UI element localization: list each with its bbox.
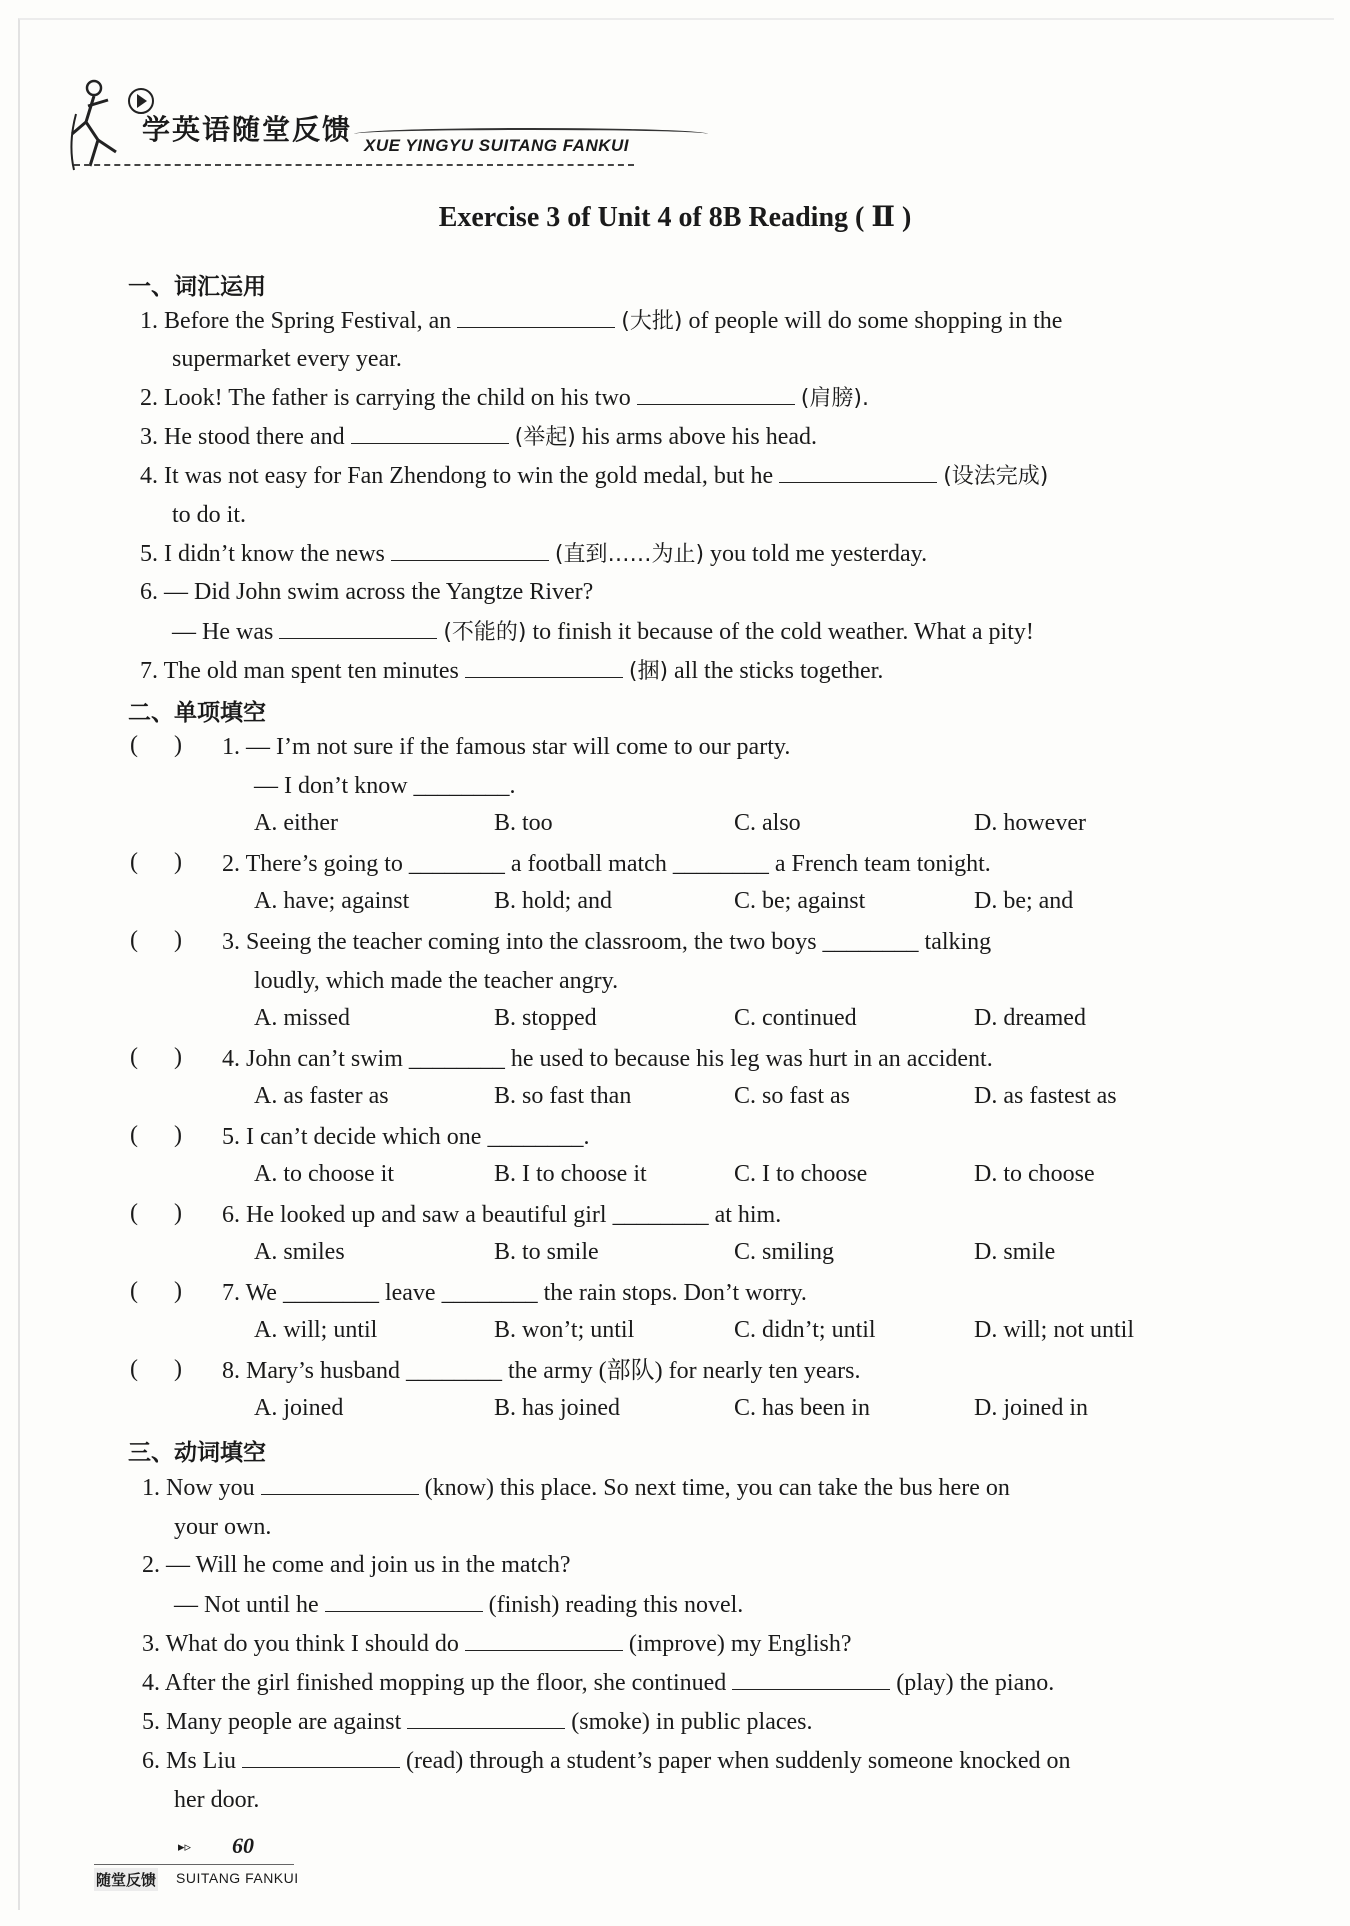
item-text-after: (smoke) in public places. — [571, 1709, 813, 1735]
item-number: 2. — [140, 385, 158, 411]
option-d[interactable]: D. to choose — [974, 1161, 1095, 1187]
mc-question-1 — [222, 732, 790, 762]
verb-item-6-continued: her door. — [174, 1787, 260, 1813]
answer-blank[interactable] — [325, 1589, 483, 1612]
mc-question-2 — [222, 849, 991, 879]
mc-question-5 — [222, 1122, 589, 1152]
mc-question-3-line-2: loudly, which made the teacher angry. — [254, 968, 619, 994]
item-number: 6. — [140, 579, 158, 605]
item-text-before: — He was — [172, 619, 274, 645]
header-logo — [64, 74, 664, 174]
option-b[interactable]: B. I to choose it — [494, 1161, 647, 1187]
answer-blank[interactable] — [261, 1472, 419, 1495]
option-b[interactable]: B. stopped — [494, 1005, 597, 1031]
brand-title-cn: 学英语随堂反馈 — [142, 113, 353, 146]
vocab-item-7 — [140, 655, 883, 687]
section-heading-verb-fill: 三、动词填空 — [128, 1440, 266, 1466]
option-c[interactable]: C. be; against — [734, 888, 866, 914]
vocab-item-2 — [140, 382, 869, 414]
answer-bracket[interactable]: ( ) — [130, 1200, 182, 1226]
answer-bracket[interactable]: ( ) — [130, 732, 182, 758]
verb-item-2-answer — [174, 1589, 743, 1620]
option-a[interactable]: A. joined — [254, 1395, 344, 1421]
option-b[interactable]: B. too — [494, 810, 553, 836]
answer-blank[interactable] — [732, 1667, 890, 1690]
runner-icon — [64, 74, 134, 174]
mc-question-3 — [222, 927, 991, 957]
answer-blank[interactable] — [465, 1628, 623, 1651]
chinese-hint: (举起) — [514, 425, 576, 450]
verb-item-5 — [142, 1706, 813, 1737]
answer-blank[interactable] — [391, 538, 549, 561]
answer-bracket[interactable]: ( ) — [130, 1044, 182, 1070]
question-text: I can’t decide which one ________. — [246, 1124, 590, 1150]
item-text-before: — Will he come and join us in the match? — [166, 1552, 571, 1578]
option-d[interactable]: D. will; not until — [974, 1317, 1135, 1343]
item-number: 6. — [142, 1748, 160, 1774]
item-text-before: After the girl finished mopping up the floor, she continued — [164, 1670, 727, 1696]
item-text-before: What do you think I should do — [165, 1631, 459, 1657]
option-b[interactable]: B. hold; and — [494, 888, 612, 914]
answer-blank[interactable] — [465, 655, 623, 678]
item-text-after: to finish it because of the cold weather. What a pity! — [532, 619, 1034, 645]
chinese-hint: (设法完成) — [943, 464, 1049, 489]
option-c[interactable]: C. has been in — [734, 1395, 870, 1421]
verb-item-4 — [142, 1667, 1054, 1698]
verb-item-1 — [142, 1472, 1010, 1503]
option-b[interactable]: B. so fast than — [494, 1083, 632, 1109]
section-heading-multiple-choice: 二、单项填空 — [128, 700, 266, 726]
item-number: 5. — [142, 1709, 160, 1735]
chinese-hint: (直到……为止) — [554, 542, 705, 567]
answer-bracket[interactable]: ( ) — [130, 849, 182, 875]
item-text-before: Look! The father is carrying the child on his two — [164, 385, 631, 411]
item-number: 1. — [140, 308, 158, 334]
option-c[interactable]: C. also — [734, 810, 801, 836]
header-dashed-rule — [74, 164, 634, 166]
footer-brand-cn: 随堂反馈 — [94, 1868, 158, 1891]
option-d[interactable]: D. however — [974, 810, 1086, 836]
page-number: 60 — [232, 1833, 254, 1858]
item-text-before: — Did John swim across the Yangtze River? — [164, 579, 594, 605]
option-d[interactable]: D. be; and — [974, 888, 1074, 914]
question-text: — I’m not sure if the famous star will come to our party. — [246, 734, 791, 760]
vocab-item-4 — [140, 460, 1048, 492]
answer-blank[interactable] — [242, 1745, 400, 1768]
mc-question-1-line-2: — I don’t know ________. — [254, 773, 516, 799]
vocab-item-6-answer — [172, 616, 1034, 648]
item-text-before: The old man spent ten minutes — [163, 658, 459, 684]
item-text-before: Ms Liu — [166, 1748, 237, 1774]
option-a[interactable]: A. to choose it — [254, 1161, 394, 1187]
option-b[interactable]: B. to smile — [494, 1239, 599, 1265]
option-d[interactable]: D. as fastest as — [974, 1083, 1117, 1109]
item-number: 3. — [142, 1631, 160, 1657]
option-a[interactable]: A. missed — [254, 1005, 350, 1031]
question-text: John can’t swim ________ he used to because his leg was hurt in an accident. — [246, 1046, 993, 1072]
item-text-after: (play) the piano. — [896, 1670, 1055, 1696]
option-b[interactable]: B. has joined — [494, 1395, 620, 1421]
item-number: 5. — [140, 541, 158, 567]
answer-blank[interactable] — [407, 1706, 565, 1729]
option-a[interactable]: A. will; until — [254, 1317, 378, 1343]
answer-bracket[interactable]: ( ) — [130, 1278, 182, 1304]
item-text-before: Before the Spring Festival, an — [164, 308, 452, 334]
item-text-after: of people will do some shopping in the — [688, 308, 1063, 334]
question-text: We ________ leave ________ the rain stops. Don’t worry. — [245, 1280, 807, 1306]
mc-question-7 — [222, 1278, 807, 1308]
option-c[interactable]: C. continued — [734, 1005, 857, 1031]
item-text-before: It was not easy for Fan Zhendong to win the gold medal, but he — [164, 463, 774, 489]
vocab-item-6-question — [140, 577, 593, 607]
option-c[interactable]: C. so fast as — [734, 1083, 850, 1109]
item-text-after: (improve) my English? — [628, 1631, 852, 1657]
footer-rule — [94, 1864, 294, 1865]
chinese-hint: (大批) — [621, 309, 683, 334]
question-number: 8. — [222, 1358, 240, 1384]
option-d[interactable]: D. joined in — [974, 1395, 1088, 1421]
section-heading-vocabulary: 一、词汇运用 — [128, 274, 266, 300]
vocab-item-5 — [140, 538, 927, 570]
question-number: 3. — [222, 929, 240, 955]
option-d[interactable]: D. smile — [974, 1239, 1056, 1265]
item-number: 1. — [142, 1475, 160, 1501]
verb-item-6 — [142, 1745, 1071, 1776]
option-c[interactable]: C. didn’t; until — [734, 1317, 876, 1343]
brand-title-en: XUE YINGYU SUITANG FANKUI — [364, 136, 630, 155]
page-title: Exercise 3 of Unit 4 of 8B Reading ( Ⅱ ) — [438, 202, 912, 233]
footer-brand-en: SUITANG FANKUI — [176, 1870, 299, 1886]
verb-item-3 — [142, 1628, 852, 1659]
mc-question-6 — [222, 1200, 781, 1230]
item-text-before: I didn’t know the news — [164, 541, 385, 567]
item-text-after: you told me yesterday. — [710, 541, 928, 567]
item-text-before: Now you — [166, 1475, 255, 1501]
item-number: 4. — [142, 1670, 160, 1696]
item-text-after: (finish) reading this novel. — [488, 1592, 744, 1618]
question-number: 1. — [222, 734, 240, 760]
answer-bracket[interactable]: ( ) — [130, 1356, 182, 1382]
vocab-item-4-continued: to do it. — [172, 502, 247, 528]
item-text-before: Many people are against — [166, 1709, 402, 1735]
option-d[interactable]: D. dreamed — [974, 1005, 1086, 1031]
answer-blank[interactable] — [779, 460, 937, 483]
vocab-item-1 — [140, 305, 1062, 337]
item-text-before: — Not until he — [174, 1592, 319, 1618]
answer-blank[interactable] — [351, 421, 509, 444]
answer-bracket[interactable]: ( ) — [130, 927, 182, 953]
question-number: 7. — [222, 1280, 240, 1306]
option-a[interactable]: A. as faster as — [254, 1083, 389, 1109]
vocab-item-3 — [140, 421, 817, 453]
item-text-after: all the sticks together. — [674, 658, 884, 684]
answer-blank[interactable] — [279, 616, 437, 639]
question-text: Mary’s husband ________ the army (部队) for nearly ten years. — [246, 1358, 861, 1384]
verb-item-2-question — [142, 1550, 571, 1580]
item-number: 3. — [140, 424, 158, 450]
option-c[interactable]: C. I to choose — [734, 1161, 868, 1187]
item-number: 7. — [140, 658, 158, 684]
verb-item-1-continued: your own. — [174, 1514, 272, 1540]
item-text-after: his arms above his head. — [581, 424, 818, 450]
answer-blank[interactable] — [637, 382, 795, 405]
question-text: There’s going to ________ a football match ________ a French team tonight. — [245, 851, 991, 877]
item-number: 2. — [142, 1552, 160, 1578]
option-c[interactable]: C. smiling — [734, 1239, 835, 1265]
option-a[interactable]: A. either — [254, 810, 338, 836]
chinese-hint: (肩膀). — [800, 386, 869, 411]
question-number: 4. — [222, 1046, 240, 1072]
option-a[interactable]: A. have; against — [254, 888, 410, 914]
mc-question-8 — [222, 1356, 861, 1386]
option-b[interactable]: B. won’t; until — [494, 1317, 635, 1343]
question-number: 2. — [222, 851, 240, 877]
item-text-before: He stood there and — [164, 424, 345, 450]
vocab-item-1-continued: supermarket every year. — [172, 346, 402, 372]
item-number: 4. — [140, 463, 158, 489]
answer-bracket[interactable]: ( ) — [130, 1122, 182, 1148]
question-text: Seeing the teacher coming into the classroom, the two boys ________ talking — [246, 929, 992, 955]
item-text-after: (read) through a student’s paper when suddenly someone knocked on — [406, 1748, 1071, 1774]
arrow-icon: ▸▹ — [178, 1840, 192, 1855]
item-text-after: (know) this place. So next time, you can take the bus here on — [424, 1475, 1010, 1501]
mc-question-4 — [222, 1044, 993, 1074]
answer-blank[interactable] — [457, 305, 615, 328]
question-number: 5. — [222, 1124, 240, 1150]
question-number: 6. — [222, 1202, 240, 1228]
option-a[interactable]: A. smiles — [254, 1239, 345, 1265]
chinese-hint: (不能的) — [443, 620, 527, 645]
scan-edge — [18, 18, 1334, 1910]
chinese-hint: (捆) — [628, 659, 669, 684]
question-text: He looked up and saw a beautiful girl ________ at him. — [246, 1202, 782, 1228]
